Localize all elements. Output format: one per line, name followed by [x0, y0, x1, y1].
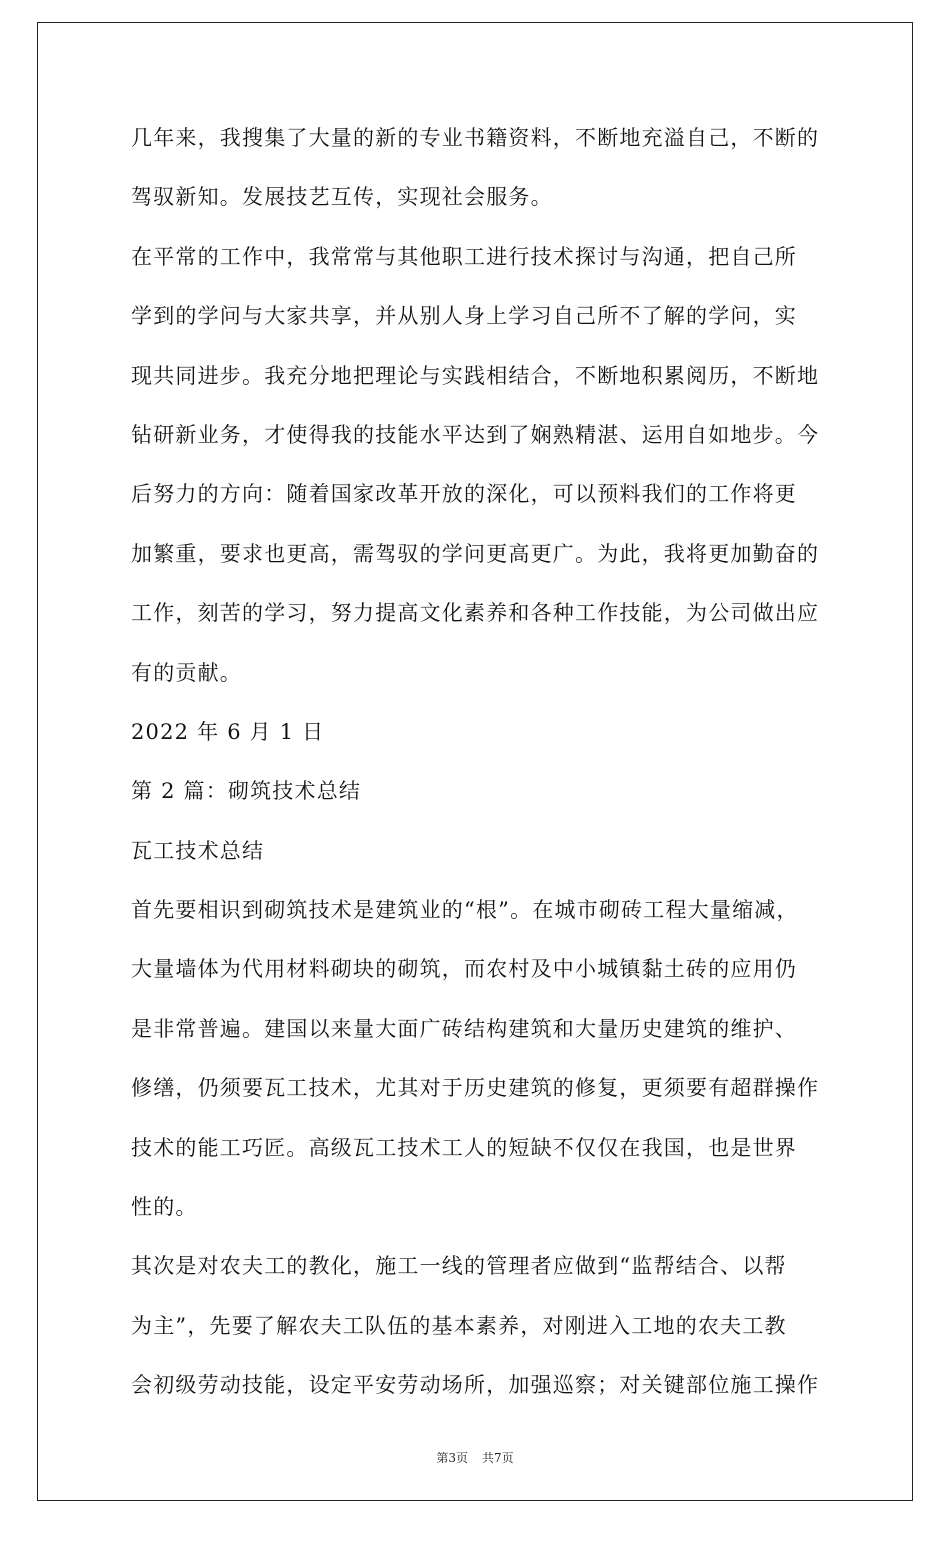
document-body — [131, 109, 821, 1416]
section-subheading: 瓦工技术总结 — [131, 838, 265, 863]
text-line: 性的。 — [131, 1195, 198, 1220]
text-line: 加繁重，要求也更高，需驾驭的学问更高更广。为此，我将更加勤奋的 — [131, 541, 820, 566]
text-line: 大量墙体为代用材料砌块的砌筑，而农村及中小城镇黏土砖的应用仍 — [131, 957, 797, 982]
text-line: 几年来，我搜集了大量的新的专业书籍资料，不断地充溢自己，不断的 — [131, 126, 820, 150]
text-line: 为主”，先要了解农夫工队伍的基本素养，对刚进入工地的农夫工教 — [131, 1313, 787, 1338]
page-number-current: 第3页 — [436, 1451, 468, 1465]
text-line: 技术的能工巧匠。高级瓦工技术工人的短缺不仅仅在我国，也是世界 — [131, 1135, 797, 1160]
page-footer — [0, 1449, 950, 1466]
text-line: 在平常的工作中，我常常与其他职工进行技术探讨与沟通，把自己所 — [131, 244, 797, 269]
text-line: 修缮，仍须要瓦工技术，尤其对于历史建筑的修复，更须要有超群操作 — [131, 1076, 820, 1101]
text-line: 首先要相识到砌筑技术是建筑业的“根”。在城市砌砖工程大量缩减， — [131, 898, 799, 923]
text-line: 现共同进步。我充分地把理论与实践相结合，不断地积累阅历，不断地 — [131, 363, 820, 388]
text-line: 工作，刻苦的学习，努力提高文化素养和各种工作技能，为公司做出应 — [131, 601, 820, 626]
text-line: 后努力的方向：随着国家改革开放的深化，可以预料我们的工作将更 — [131, 482, 797, 507]
text-line: 是非常普遍。建国以来量大面广砖结构建筑和大量历史建筑的维护、 — [131, 1016, 797, 1041]
text-line: 学到的学问与大家共享，并从别人身上学习自己所不了解的学问，实 — [131, 304, 797, 329]
text-line: 钻研新业务，才使得我的技能水平达到了娴熟精湛、运用自如地步。今 — [131, 422, 820, 447]
section-heading: 第 2 篇：砌筑技术总结 — [131, 779, 362, 804]
date-line: 2022 年 6 月 1 日 — [131, 719, 325, 744]
text-line: 有的贡献。 — [131, 660, 242, 685]
page-number-total: 共7页 — [482, 1451, 514, 1465]
text-line: 会初级劳动技能，设定平安劳动场所，加强巡察；对关键部位施工操作 — [131, 1373, 820, 1398]
text-line: 驾驭新知。发展技艺互传，实现社会服务。 — [131, 185, 553, 210]
text-line: 其次是对农夫工的教化，施工一线的管理者应做到“监帮结合、以帮 — [131, 1254, 787, 1279]
